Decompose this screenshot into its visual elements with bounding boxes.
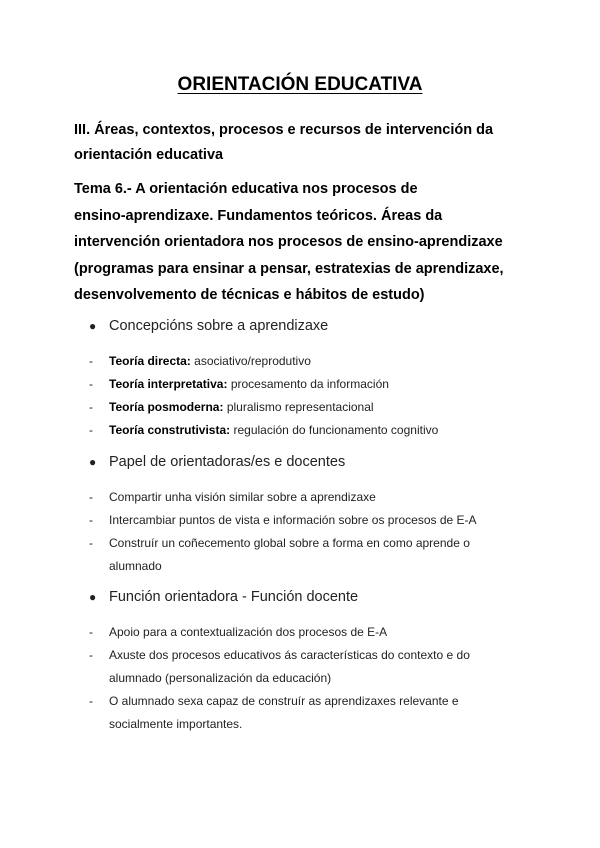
list-item-theory [89,350,539,373]
theory-desc: pluralismo representacional [226,400,374,414]
theory-term: Teoría directa: [109,354,191,368]
topic-heading-line: ensino-aprendizaxe. Fundamentos teóricos. Áreas da [74,207,443,224]
theory-desc: asociativo/reprodutivo [194,354,311,368]
bullet-item-functions [89,589,358,605]
list-item-role [89,509,539,532]
dash-icon: - [89,423,93,437]
list-item-function [89,621,539,644]
list-item-role [89,532,539,578]
topic-heading-line: (programas para ensinar a pensar, estratexias de aprendizaxe, [74,260,504,277]
section-heading [74,118,544,168]
bullet-label: Papel de orientadoras/es e docentes [109,454,346,470]
bullet-item-conceptions [89,318,328,334]
topic-heading-line: desenvolvemento de técnicas e hábitos de estudo) [74,287,425,303]
function-text: socialmente importantes. [109,717,243,731]
dash-icon: - [89,648,93,662]
bullet-icon: ● [89,455,97,469]
page-title: ORIENTACIÓN EDUCATIVA [177,74,423,95]
role-text: Construír un coñecemento global sobre a forma en como aprende o [109,536,470,550]
role-text: Compartir unha visión similar sobre a aprendizaxe [109,490,376,504]
function-text: alumnado (personalización da educación) [109,671,332,685]
theory-term: Teoría construtivista: [109,423,231,437]
topic-heading [74,176,554,309]
bullet-item-roles [89,454,345,470]
list-item-theory [89,373,539,396]
bullet-icon: ● [89,590,97,604]
theory-desc: regulación do funcionamento cognitivo [233,423,439,437]
dash-icon: - [89,354,93,368]
section-heading-line: orientación educativa [74,147,224,163]
function-text: Apoio para a contextualización dos procesos de E-A [109,625,388,639]
dash-icon: - [89,400,93,414]
dash-icon: - [89,377,93,391]
function-text: O alumnado sexa capaz de construír as aprendizaxes relevante e [109,694,459,708]
theory-term: Teoría posmoderna: [109,400,224,414]
dash-icon: - [89,513,93,527]
list-item-theory [89,419,539,442]
dash-icon: - [89,694,93,708]
list-item-function [89,644,539,690]
topic-heading-line: Tema 6.- A orientación educativa nos procesos de [74,181,418,197]
section-heading-line: III. Áreas, contextos, procesos e recursos de intervención da [74,122,494,138]
list-item-role [89,486,539,509]
list-item-function [89,690,539,736]
role-text: Intercambiar puntos de vista e información sobre os procesos de E-A [109,513,477,527]
theory-desc: procesamento da información [230,377,389,391]
dash-icon: - [89,536,93,550]
list-item-theory [89,396,539,419]
function-text: Axuste dos procesos educativos ás características do contexto e do [109,648,470,662]
dash-icon: - [89,625,93,639]
topic-heading-line: intervención orientadora nos procesos de ensino-aprendizaxe [74,234,503,250]
bullet-label: Concepcións sobre a aprendizaxe [109,318,329,334]
bullet-icon: ● [89,319,97,333]
bullet-label: Función orientadora - Función docente [109,589,359,605]
theory-term: Teoría interpretativa: [109,377,228,391]
role-text: alumnado [109,559,162,573]
dash-icon: - [89,490,93,504]
